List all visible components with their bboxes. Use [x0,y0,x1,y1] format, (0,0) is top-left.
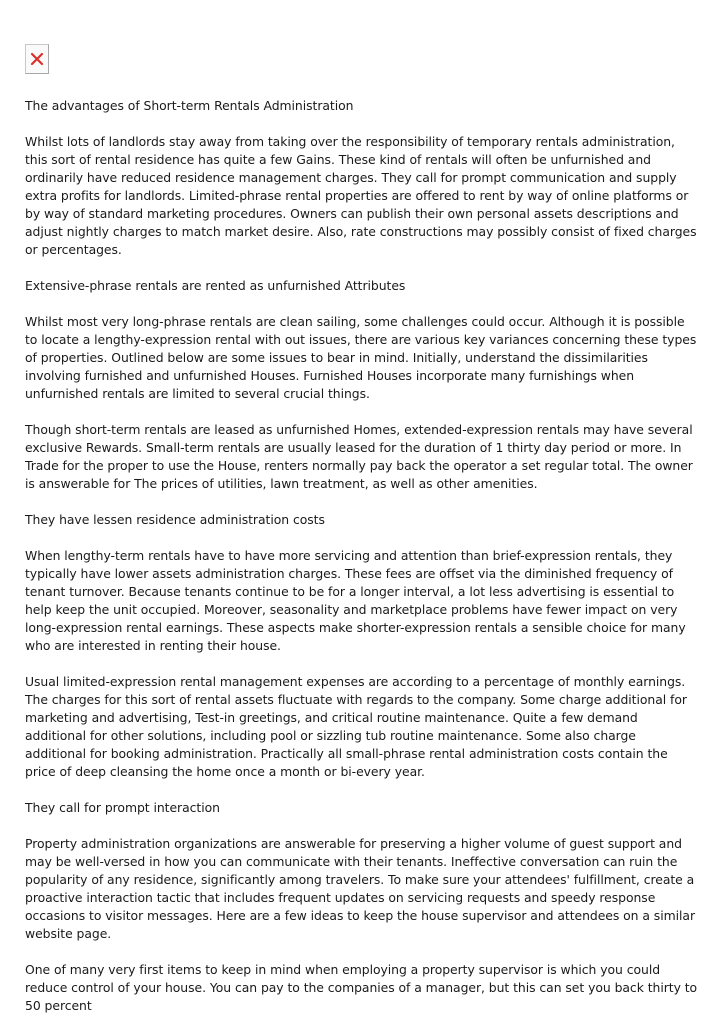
section-heading: Extensive-phrase rentals are rented as unfurnished Attributes [25,278,406,293]
article-paragraph: Property administration organizations are answerable for preserving a higher volume of guest support and may be well-versed in how you can communicate with their tenants. Ineffective conversation can ruin the popularity of any residence, significantly among travelers. To make sure your attendees' fulfillment, create a proactive interaction tactic that includes frequent updates on servicing requests and speedy response occasions to visitor messages. Here are a few ideas to keep the house supervisor and attendees on a similar website page. [25,836,695,941]
article-paragraph: Whilst most very long-phrase rentals are clean sailing, some challenges could occur. Although it is possible to locate a lengthy-expression rental with out issues, there are various key variances concerning these types of properties. Outlined below are some issues to bear in mind. Initially, understand the dissimilarities involving furnished and unfurnished Houses. Furnished Houses incorporate many furnishings when unfurnished rentals are limited to several crucial things. [25,314,697,401]
article-paragraph: When lengthy-term rentals have to have more servicing and attention than brief-expression rentals, they typically have lower assets administration charges. These fees are offset via the diminished frequency of tenant turnover. Because tenants continue to be for a longer interval, a lot less advertising is essential to help keep the unit occupied. Moreover, seasonality and marketplace problems have fewer impact on very long-expression rental earnings. These aspects make shorter-expression rentals a sensible choice for many who are interested in renting their house. [25,548,686,653]
article-paragraph: Usual limited-expression rental management expenses are according to a percentage of monthly earnings. The charges for this sort of rental assets fluctuate with regards to the company. Some charge additional for marketing and advertising, Test-in greetings, and critical routine maintenance. Quite a few demand additional for other solutions, including pool or sizzling tub routine maintenance. Some also charge additional for booking administration. Practically all small-phrase rental administration costs contain the price of deep cleansing the home once a month or bi-every year. [25,674,687,779]
section-heading: They have lessen residence administration costs [25,512,325,527]
article-body [25,97,700,1033]
broken-image-icon [30,52,44,66]
section-heading: They call for prompt interaction [25,800,220,815]
article-paragraph: One of many very first items to keep in mind when employing a property supervisor is which you could reduce control of your house. You can pay to the companies of a manager, but this can set you back thirty to 50 percent [25,962,698,1013]
article-paragraph: Whilst lots of landlords stay away from taking over the responsibility of temporary rentals administration, this sort of rental residence has quite a few Gains. These kind of rentals will often be unfurnished and ordinarily have reduced residence management charges. They call for prompt communication and supply extra profits for landlords. Limited-phrase rental properties are offered to rent by way of online platforms or by way of standard marketing procedures. Owners can publish their own personal assets descriptions and adjust nightly charges to match market desire. Also, rate constructions may possibly consist of fixed charges or percentages. [25,134,697,257]
broken-image-placeholder [25,44,49,74]
article-paragraph: Though short-term rentals are leased as unfurnished Homes, extended-expression rentals may have several exclusive Rewards. Small-term rentals are usually leased for the duration of 1 thirty day period or more. In Trade for the proper to use the House, renters normally pay back the operator a set regular total. The owner is answerable for The prices of utilities, lawn treatment, as well as other amenities. [25,422,693,491]
article-heading: The advantages of Short-term Rentals Administration [25,98,354,113]
